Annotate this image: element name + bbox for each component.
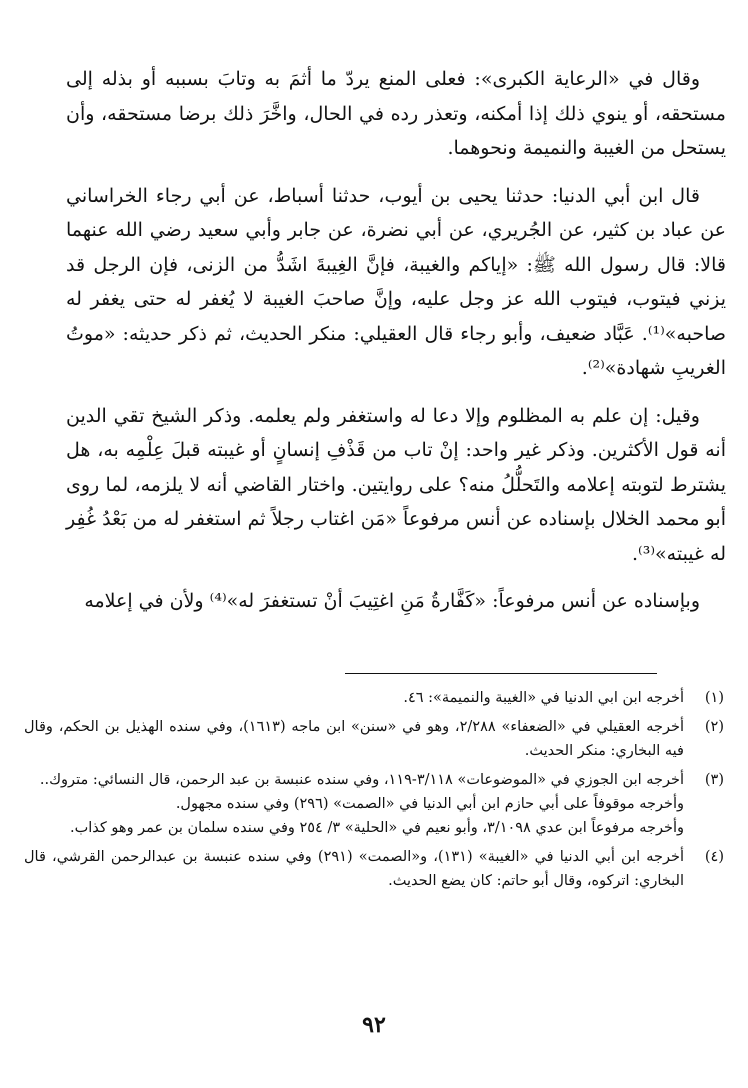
- page-number: ٩٢: [362, 1012, 386, 1038]
- footnote-number: (٢): [704, 719, 724, 735]
- footnote-line: وأخرجه موقوفاً على أبي حازم ابن أبي الدنيا في «الصمت» (٢٩٦) وفي سنده مجهول.: [175, 796, 684, 812]
- footnote-1: [24, 686, 724, 710]
- footnote-line: أخرجه ابن ابي الدنيا في «الغيبة والنميمة»: ٤٦.: [403, 690, 684, 706]
- footnote-number: (١): [704, 690, 724, 706]
- footnote-body: [24, 845, 684, 893]
- paragraph-kaffara: وبإسناده عن أنس مرفوعاً: «كَفَّارةُ مَنِ اغتِيبَ أنْ تستغفرَ له»⁽⁴⁾ ولأن في إعلامه: [84, 590, 700, 612]
- footnote-number: (٣): [704, 772, 724, 788]
- footnote-line: أخرجه ابن الجوزي في «الموضوعات» ٣/١١٨-١١٩، وفي سنده عنبسة بن عبد الرحمن، قال النسائي: متروك..: [39, 772, 684, 788]
- footnotes-section: [24, 686, 724, 898]
- paragraph-hadith-gheeba: قال ابن أبي الدنيا: حدثنا يحيى بن أيوب، حدثنا أسباط، عن أبي رجاء الخراساني عن عباد بن كثير، عن الجُريري، عن أبي نضرة، عن جابر وأبي سعيد رضي الله عنهما قالا: قال رسول الله ﷺ: «إياكم والغيبة، فإنَّ الغِيبةَ اشَدُّ من الزنى، فإن الرجل قد يزني فيتوب، فيتوب الله عز وجل عليه، وإنَّ صاحبَ الغيبة لا يُغفر له حتى يغفر له صاحبه»⁽¹⁾. عَبَّاد ضعيف، وأبو رجاء قال العقيلي: منكر الحديث، ثم ذكر حديثه: «موتُ الغريبِ شهادة»⁽²⁾.: [66, 184, 726, 379]
- footnote-line: أخرجه ابن أبي الدنيا في «الغيبة» (١٣١)، و«الصمت» (٢٩١) وفي سنده عنبسة بن عبدالرحمن القرشي، قال البخاري: اتركوه، وقال أبو حاتم: كان يضع الحديث.: [24, 849, 684, 889]
- footnote-body: [24, 715, 684, 763]
- footnote-line: أخرجه العقيلي في «الضعفاء» ٢/٢٨٨، وهو في «سنن» ابن ماجه (١٦١٣)، وفي سنده الهذيل بن الحكم، وقال فيه البخاري: منكر الحديث.: [24, 719, 684, 759]
- footnote-4: [24, 845, 724, 893]
- main-text-block: [66, 62, 726, 619]
- footnote-body: [24, 768, 684, 840]
- footnote-divider: [345, 673, 657, 674]
- footnote-number: (٤): [704, 849, 724, 865]
- footnote-line: وأخرجه مرفوعاً ابن عدي ٣/١٠٩٨، وأبو نعيم في «الحلية» ٣/ ٢٥٤ وفي سنده سلمان بن عمر وهو كذاب.: [70, 820, 684, 836]
- footnote-2: [24, 715, 724, 763]
- paragraph-riaya: وقال في «الرعاية الكبرى»: فعلى المنع يردّ ما أثمَ به وتابَ بسببه أو بذله إلى مستحقه، أو ينوي ذلك إذا أمكنه، وتعذر رده في الحال، واخَّرَ ذلك برضا مستحقه، وأن يستحل من الغيبة والنميمة ونحوهما.: [66, 68, 726, 159]
- footnote-3: [24, 768, 724, 840]
- footnote-body: [24, 686, 684, 710]
- paragraph-qeel: وقيل: إن علم به المظلوم وإلا دعا له واستغفر ولم يعلمه. وذكر الشيخ تقي الدين أنه قول الأكثرين. وذكر غير واحد: إنْ تاب من قَذْفِ إنسانٍ أو غيبته قبلَ عِلْمِه به، هل يشترط لتوبته إعلامه والتَحلُّلُ منه؟ على روايتين. واختار القاضي أنه لا يلزمه، لما روى أبو محمد الخلال بإسناده عن أنس مرفوعاً «مَن اغتاب رجلاً ثم استغفر له من بَعْدُ غُفِر له غيبته»⁽³⁾.: [66, 404, 726, 565]
